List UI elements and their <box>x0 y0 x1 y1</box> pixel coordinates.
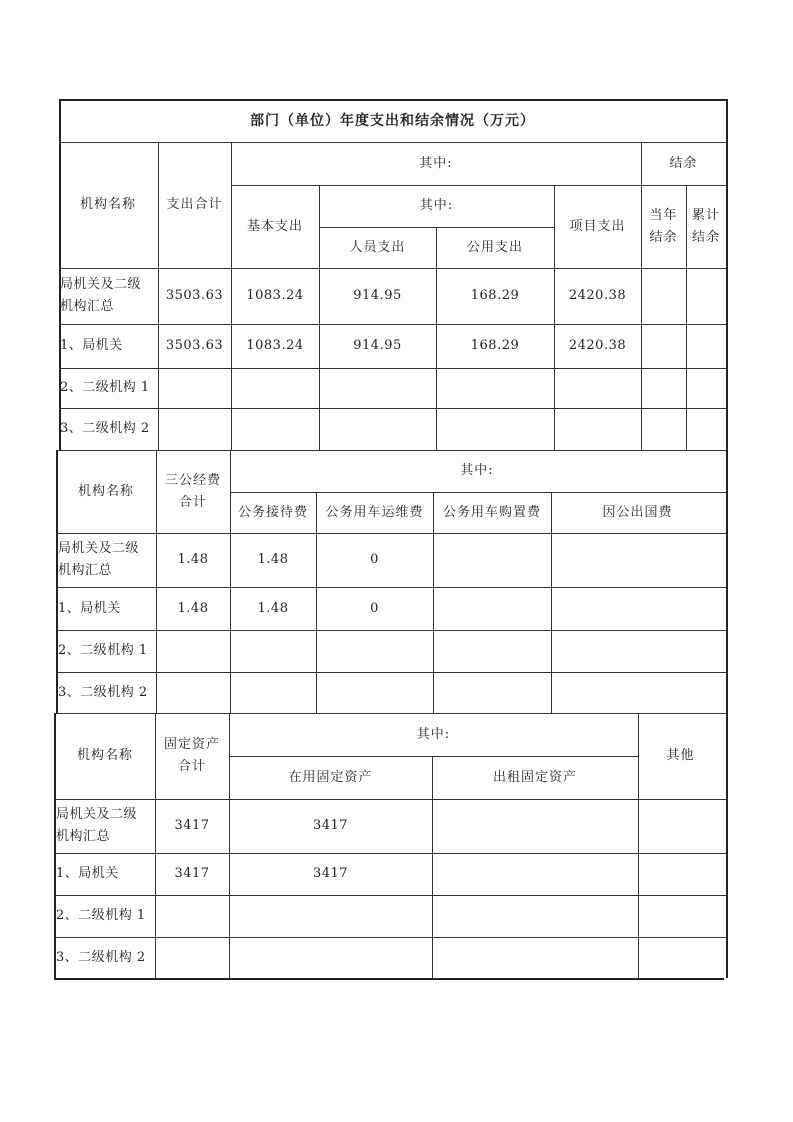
vehicle-purchase-fee-cell <box>433 533 551 587</box>
other-assets-cell <box>638 895 723 937</box>
in-use-fixed-assets-cell: 3417 <box>312 818 349 833</box>
fixed-assets-total-header: 固定资产 合计 <box>163 737 220 774</box>
year-surplus-cell <box>641 268 686 324</box>
org-name-header: 机构名称 <box>79 197 136 212</box>
of-which-header: 其中: <box>419 155 453 171</box>
overseas-travel-fee-cell <box>551 672 724 713</box>
table-rule <box>319 227 554 228</box>
overseas-travel-fee-cell <box>551 533 724 587</box>
table-rule <box>229 756 638 757</box>
table-left-border <box>59 99 61 450</box>
table-rule <box>156 450 157 713</box>
surplus-header: 结余 <box>669 155 698 171</box>
cumulative-surplus-cell <box>686 408 726 450</box>
org-name-cell: 局机关及二级 机构汇总 <box>58 541 140 578</box>
table-rule <box>432 756 433 978</box>
table-rule <box>59 268 726 269</box>
rented-fixed-assets-cell <box>432 799 638 853</box>
table-rule <box>230 450 231 713</box>
overseas-travel-fee-cell <box>551 587 724 630</box>
table-rule <box>158 142 159 450</box>
org-name-cell: 3、二级机构 2 <box>56 949 146 965</box>
table-rule <box>54 853 726 854</box>
table-rule <box>56 533 726 534</box>
vehicle-operation-fee-header: 公务用车运维费 <box>325 504 424 520</box>
table-rule <box>56 587 726 588</box>
table-rule <box>554 185 555 450</box>
org-name-cell: 2、二级机构 1 <box>60 380 150 395</box>
table-rule <box>230 492 726 493</box>
org-name-header: 机构名称 <box>76 748 133 763</box>
table-rule <box>641 142 642 450</box>
org-name-cell: 1、局机关 <box>56 866 119 881</box>
vehicle-purchase-fee-cell <box>433 672 551 713</box>
public-expenditure-header: 公用支出 <box>466 239 523 255</box>
three-public-total-cell: 1.48 <box>177 600 209 616</box>
personnel-expenditure-cell: 914.95 <box>353 288 402 303</box>
vehicle-purchase-fee-header: 公务用车购置费 <box>442 504 541 520</box>
other-assets-cell <box>638 799 723 853</box>
org-name-cell: 局机关及二级 机构汇总 <box>56 807 138 844</box>
in-use-fixed-assets-cell <box>229 895 432 937</box>
table-rule <box>433 492 434 713</box>
total-expenditure-cell <box>158 368 231 408</box>
year-surplus-cell <box>641 408 686 450</box>
year-surplus-cell <box>641 324 686 368</box>
in-use-fixed-assets-cell: 3417 <box>312 866 349 881</box>
table-left-border <box>54 713 56 979</box>
of-which-header: 其中: <box>460 463 494 478</box>
personnel-expenditure-cell <box>319 368 436 408</box>
table-rule <box>56 630 726 631</box>
vehicle-purchase-fee-cell <box>433 587 551 630</box>
table-rule <box>54 799 726 800</box>
org-name-cell: 1、局机关 <box>58 600 121 616</box>
fixed-assets-total-cell: 3417 <box>174 818 210 833</box>
project-expenditure-cell: 2420.38 <box>568 338 627 353</box>
org-name-header: 机构名称 <box>77 483 134 499</box>
rented-fixed-assets-cell <box>432 937 638 978</box>
total-expenditure-cell: 3503.63 <box>165 288 224 303</box>
year-surplus-header: 当年 结余 <box>649 207 678 245</box>
basic-expenditure-cell <box>231 408 319 450</box>
vehicle-purchase-fee-cell <box>433 630 551 672</box>
org-name-cell: 2、二级机构 1 <box>56 908 146 923</box>
vehicle-operation-fee-cell <box>316 672 433 713</box>
basic-expenditure-cell <box>231 368 319 408</box>
table-left-border <box>56 450 58 713</box>
report-title: 部门（单位）年度支出和结余情况（万元） <box>250 112 535 129</box>
in-use-fixed-assets-header: 在用固定资产 <box>288 769 373 785</box>
other-assets-cell <box>638 937 723 978</box>
total-expenditure-cell: 3503.63 <box>165 338 224 353</box>
project-expenditure-cell: 2420.38 <box>568 288 627 303</box>
basic-expenditure-cell: 1083.24 <box>246 338 304 353</box>
rented-fixed-assets-cell <box>432 895 638 937</box>
org-name-cell: 3、二级机构 2 <box>58 684 148 700</box>
table-rule <box>59 324 726 325</box>
table-rule <box>686 185 687 450</box>
cumulative-surplus-cell <box>686 324 726 368</box>
reception-fee-cell: 1.48 <box>257 552 289 567</box>
personnel-expenditure-cell <box>319 408 436 450</box>
public-expenditure-cell <box>436 408 554 450</box>
personnel-expenditure-cell: 914.95 <box>353 338 402 353</box>
vehicle-operation-fee-cell <box>316 630 433 672</box>
reception-fee-cell <box>230 630 316 672</box>
fixed-assets-total-cell <box>155 937 229 978</box>
table-rule <box>56 450 726 451</box>
table-rule <box>319 185 320 450</box>
year-surplus-cell <box>641 368 686 408</box>
in-use-fixed-assets-cell <box>229 937 432 978</box>
table-rule <box>59 142 726 143</box>
table-rule <box>551 492 552 713</box>
project-expenditure-cell <box>554 408 641 450</box>
three-public-total-header: 三公经费 合计 <box>164 472 221 510</box>
three-public-total-cell <box>156 672 230 713</box>
org-name-cell: 1、局机关 <box>60 338 123 353</box>
three-public-total-cell: 1.48 <box>177 552 209 567</box>
vehicle-operation-fee-cell: 0 <box>370 600 379 616</box>
table-rule <box>59 408 726 409</box>
personnel-expenditure-header: 人员支出 <box>349 239 406 255</box>
of-which-header: 其中: <box>416 726 451 742</box>
rented-fixed-assets-cell <box>432 853 638 895</box>
total-expenditure-header: 支出合计 <box>166 197 223 212</box>
table-rule <box>231 142 232 450</box>
table-rule <box>229 713 230 978</box>
overseas-travel-fee-cell <box>551 630 724 672</box>
fixed-assets-total-cell <box>155 895 229 937</box>
cumulative-surplus-cell <box>686 268 726 324</box>
table-rule <box>436 227 437 450</box>
table-rule <box>56 672 726 673</box>
cumulative-surplus-cell <box>686 368 726 408</box>
table-right-border <box>726 99 728 978</box>
basic-expenditure-cell: 1083.24 <box>246 288 304 303</box>
table-rule <box>54 895 726 896</box>
overseas-travel-fee-header: 因公出国费 <box>602 504 673 520</box>
project-expenditure-cell <box>554 368 641 408</box>
org-name-cell: 3、二级机构 2 <box>60 421 150 436</box>
cumulative-surplus-header: 累计 结余 <box>691 207 720 245</box>
total-expenditure-cell <box>158 408 231 450</box>
reception-fee-header: 公务接待费 <box>237 504 308 520</box>
project-expenditure-header: 项目支出 <box>569 218 626 234</box>
table-rule <box>316 492 317 713</box>
table-rule <box>54 937 726 938</box>
table-top-border <box>59 99 727 101</box>
public-expenditure-cell: 168.29 <box>470 288 520 303</box>
three-public-total-cell <box>156 630 230 672</box>
basic-expenditure-header: 基本支出 <box>246 218 303 234</box>
table-rule <box>59 368 726 369</box>
rented-fixed-assets-header: 出租固定资产 <box>492 769 577 785</box>
reception-fee-cell <box>230 672 316 713</box>
public-expenditure-cell: 168.29 <box>470 338 520 353</box>
table-rule <box>231 185 726 186</box>
org-name-cell: 局机关及二级 机构汇总 <box>60 277 142 314</box>
other-assets-cell <box>638 853 723 895</box>
public-expenditure-cell <box>436 368 554 408</box>
vehicle-operation-fee-cell: 0 <box>370 552 379 567</box>
other-header: 其他 <box>666 748 695 763</box>
reception-fee-cell: 1.48 <box>257 600 289 616</box>
table-rule <box>638 713 639 978</box>
basic-of-which-header: 其中: <box>419 198 454 213</box>
org-name-cell: 2、二级机构 1 <box>58 643 148 658</box>
fixed-assets-total-cell: 3417 <box>174 866 210 881</box>
table-rule <box>155 713 156 978</box>
